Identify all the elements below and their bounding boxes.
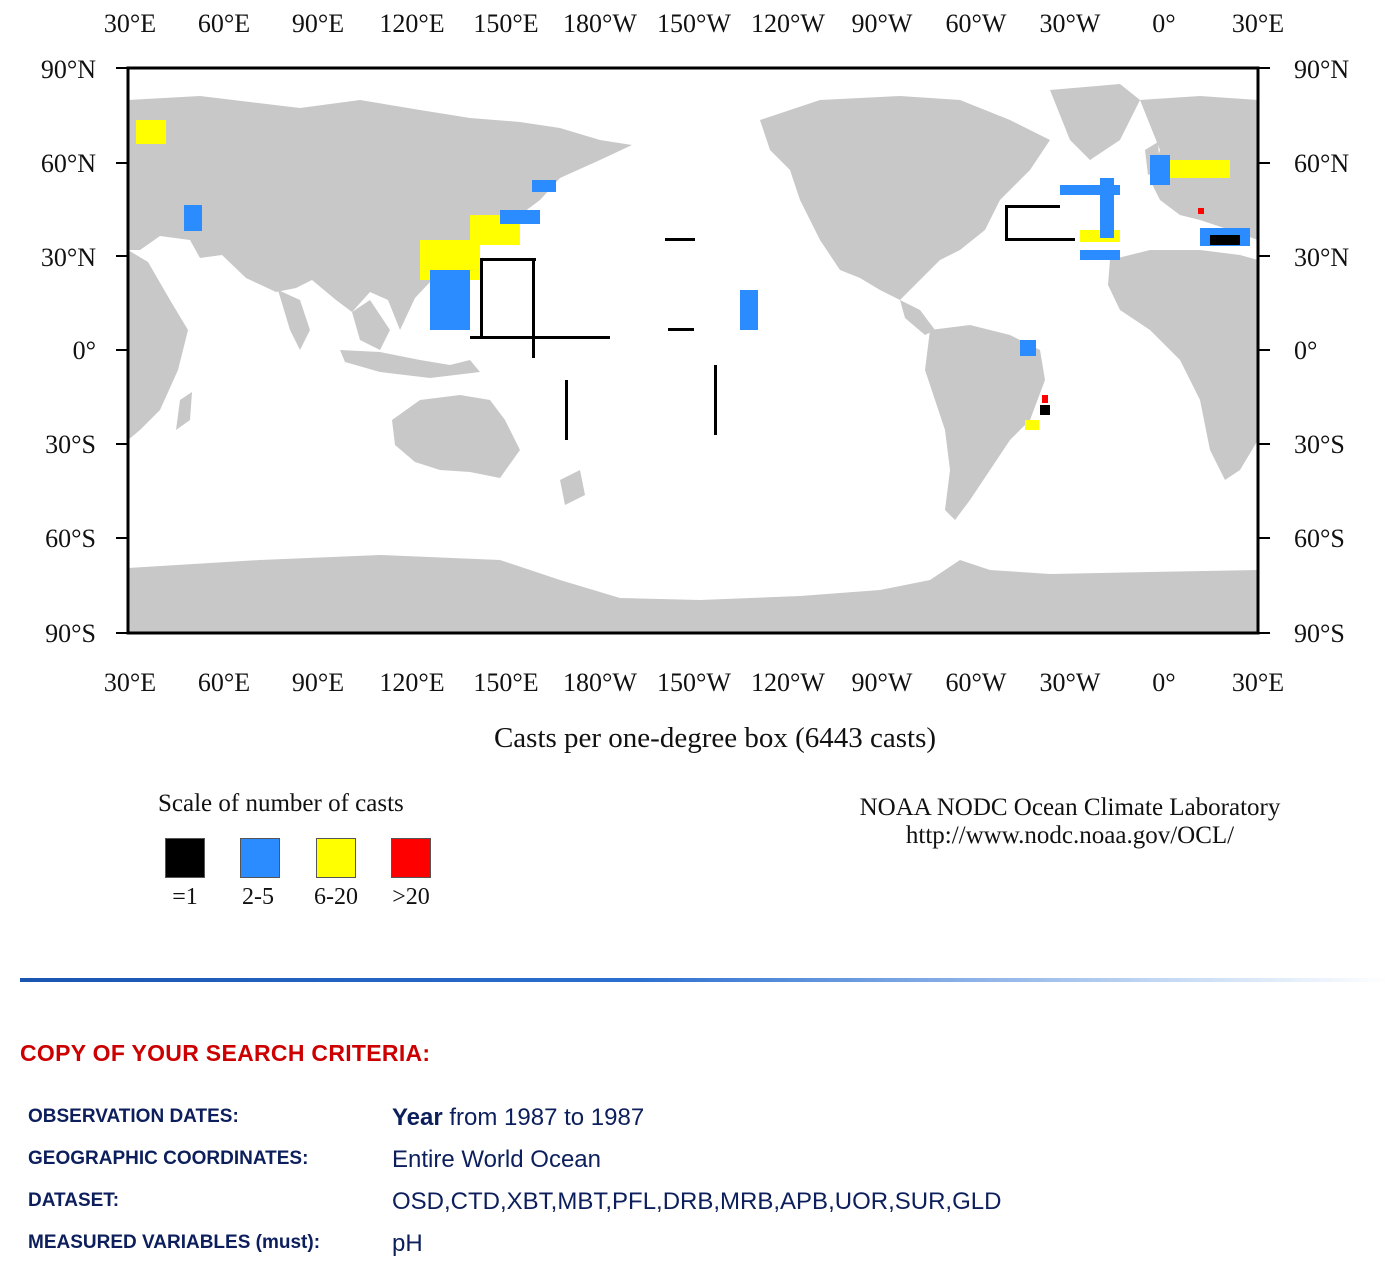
top-lon-label: 90°W bbox=[851, 9, 913, 38]
criteria-key: DATASET: bbox=[28, 1190, 120, 1211]
legend-label: 6-20 bbox=[314, 884, 358, 910]
bottom-lon-label: 180°W bbox=[563, 668, 637, 697]
section-divider bbox=[20, 978, 1390, 982]
top-lon-label: 60°E bbox=[197, 9, 251, 38]
right-latitude-labels bbox=[1294, 55, 1349, 648]
criteria-value-bold: Year bbox=[392, 1104, 443, 1131]
criteria-value bbox=[392, 1104, 644, 1132]
top-lon-label: 30°E bbox=[103, 9, 157, 38]
criteria-key: OBSERVATION DATES: bbox=[28, 1106, 239, 1127]
right-lat-label: 30°S bbox=[1294, 430, 1345, 459]
legend-label: 2-5 bbox=[242, 884, 274, 910]
left-lat-label: 30°S bbox=[45, 430, 96, 459]
legend-swatch-black bbox=[165, 838, 205, 878]
bottom-lon-label: 60°E bbox=[197, 668, 251, 697]
top-lon-label: 30°W bbox=[1039, 9, 1101, 38]
bottom-lon-label: 0° bbox=[1152, 668, 1176, 697]
left-lat-label: 60°N bbox=[40, 149, 96, 178]
bottom-lon-label: 150°E bbox=[473, 668, 539, 697]
top-lon-label: 120°W bbox=[751, 9, 825, 38]
top-lon-label: 150°W bbox=[657, 9, 731, 38]
bottom-lon-label: 90°W bbox=[851, 668, 913, 697]
credit-url: http://www.nodc.noaa.gov/OCL/ bbox=[905, 822, 1235, 849]
left-latitude-labels bbox=[41, 55, 96, 648]
left-lat-label: 90°S bbox=[45, 619, 96, 648]
right-lat-label: 60°N bbox=[1294, 149, 1350, 178]
legend-swatch-blue bbox=[240, 838, 280, 878]
criteria-key: GEOGRAPHIC COORDINATES: bbox=[28, 1148, 309, 1169]
left-lat-label: 30°N bbox=[40, 243, 96, 272]
legend-label: =1 bbox=[172, 884, 198, 910]
right-lat-label: 90°N bbox=[1294, 55, 1350, 84]
criteria-value: Entire World Ocean bbox=[392, 1146, 601, 1173]
top-lon-label: 30°E bbox=[1231, 9, 1285, 38]
right-lat-label: 60°S bbox=[1294, 524, 1345, 553]
bottom-longitude-labels bbox=[104, 668, 1284, 697]
legend-title: Scale of number of casts bbox=[158, 790, 404, 817]
top-lon-label: 150°E bbox=[473, 9, 539, 38]
bottom-lon-label: 30°W bbox=[1039, 668, 1101, 697]
bottom-lon-label: 90°E bbox=[291, 668, 345, 697]
criteria-value: OSD,CTD,XBT,MBT,PFL,DRB,MRB,APB,UOR,SUR,GLD bbox=[392, 1188, 1002, 1215]
top-longitude-labels bbox=[104, 9, 1284, 38]
left-lat-label: 60°S bbox=[45, 524, 96, 553]
bottom-lon-label: 30°E bbox=[1231, 668, 1285, 697]
criteria-key: MEASURED VARIABLES (must): bbox=[28, 1232, 321, 1253]
search-criteria-heading: COPY OF YOUR SEARCH CRITERIA: bbox=[20, 1040, 431, 1066]
bottom-lon-label: 60°W bbox=[945, 668, 1007, 697]
top-lon-label: 90°E bbox=[291, 9, 345, 38]
credit-organization: NOAA NODC Ocean Climate Laboratory bbox=[859, 794, 1281, 821]
right-lat-label: 30°N bbox=[1294, 243, 1350, 272]
top-lon-label: 120°E bbox=[379, 9, 445, 38]
bottom-lon-label: 120°E bbox=[379, 668, 445, 697]
left-lat-label: 0° bbox=[72, 336, 96, 365]
legend-swatch-red bbox=[391, 838, 431, 878]
criteria-value-text: from 1987 to 1987 bbox=[442, 1104, 645, 1131]
legend-label: >20 bbox=[392, 884, 430, 910]
bottom-lon-label: 30°E bbox=[103, 668, 157, 697]
left-lat-label: 90°N bbox=[40, 55, 96, 84]
right-lat-label: 0° bbox=[1294, 336, 1318, 365]
bottom-lon-label: 120°W bbox=[751, 668, 825, 697]
map-caption: Casts per one-degree box (6443 casts) bbox=[493, 722, 937, 754]
top-lon-label: 180°W bbox=[563, 9, 637, 38]
top-lon-label: 0° bbox=[1152, 9, 1176, 38]
bottom-lon-label: 150°W bbox=[657, 668, 731, 697]
top-lon-label: 60°W bbox=[945, 9, 1007, 38]
legend-swatch-yellow bbox=[316, 838, 356, 878]
criteria-value: pH bbox=[392, 1230, 423, 1257]
right-lat-label: 90°S bbox=[1294, 619, 1345, 648]
